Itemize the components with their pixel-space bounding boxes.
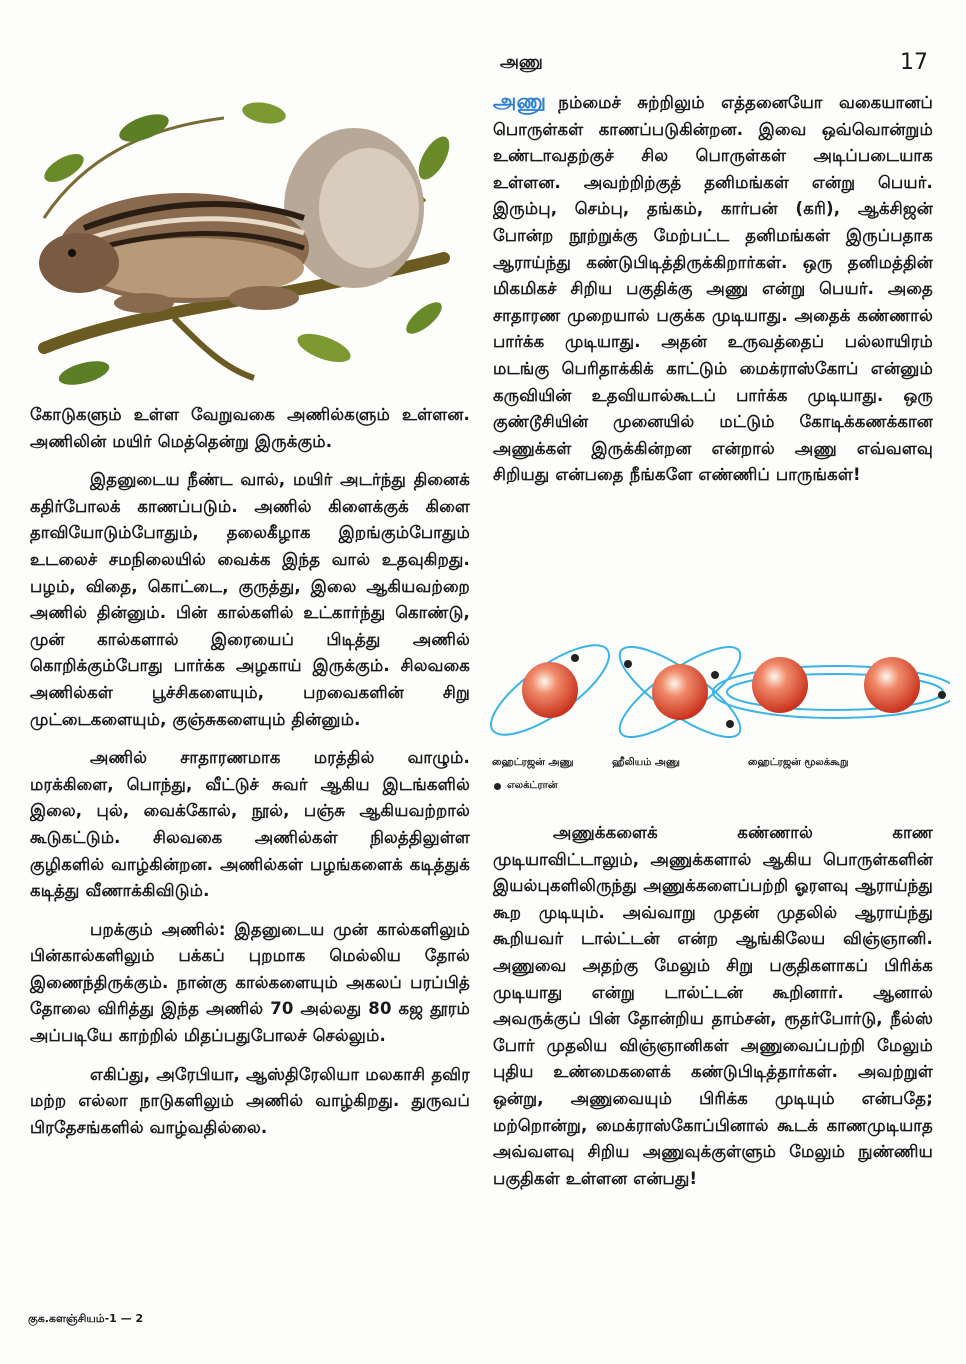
squirrel-paragraph: பறக்கும் அணில்: இதனுடைய முன் கால்களிலும் பின்கால்களிலும் பக்கப் புறமாக மெல்லிய தோல் இணைந்திருக்கும். நான்கு கால்களையும் அகலப் பரப்பித் தோலை விரித்து இந்த அணில் 70 அல்லது 80 கஜ தூரம் அப்படியே காற்றில் மிதப்பதுபோலச் செல்லும். [30,919,470,1046]
atom-caption-hydrogen: ஹைட்ரஜன் அணு [492,757,574,768]
squirrel-illustration [24,88,464,388]
page-number: 17 [900,50,928,75]
helium-atom-model [608,640,751,750]
squirrel-paragraph: இதனுடைய நீண்ட வால், மயிர் அடர்ந்து தினைக் கதிர்போலக் காணப்படும். அணில் கிளைக்குக் கிளை தாவியோடும்போதும், தலைகீழாக இறங்கும்போதும் உடலைச் சமநிலையில் வைக்க இந்த வால் உதவுகிறது. பழம், விதை, கொட்டை, குருத்து, இலை ஆகியவற்றை அணில் தின்னும். பின் கால்களில் உட்கார்ந்து கொண்டு, முன் கால்களால் இரையைப் பிடித்து அணில் கொறிக்கும்போது பார்க்க அழகாய் இருக்கும். சிலவகை அணில்கள் பூச்சிகளையும், பறவைகளின் சிறு முட்டைகளையும், குஞ்சுகளையும் தின்னும். [30,470,470,729]
footer-signature: குக.களஞ்சியம்-1 — 2 [28,1312,144,1325]
atom-article-continued [493,820,933,1204]
atom-models-figure [480,640,950,750]
atom-caption-hydrogen-molecule: ஹைட்ரஜன் மூலக்கூறு [748,757,849,768]
atom-article-intro [493,88,933,501]
atom-paragraph: அணுக்களைக் கண்ணால் காண முடியாவிட்டாலும், அணுக்களால் ஆகிய பொருள்களின் இயல்புகளிலிருந்து அணுக்களைப்பற்றி ஓரளவு ஆராய்ந்து கூற முடியும். அவ்வாறு முதன் முதலில் ஆராய்ந்து கூறியவர் டால்ட்டன் என்ற ஆங்கிலேய விஞ்ஞானி. அணுவை அதற்கு மேலும் சிறு பகுதிகளாகப் பிரிக்க முடியாது என்று டால்ட்டன் கூறினார். ஆனால் அவருக்குப் பின் தோன்றிய தாம்சன், ரூதர்போர்டு, நீல்ஸ் போர் முதலிய விஞ்ஞானிகள் அணுவைப்பற்றி மேலும் புதிய உண்மைகளைக் கண்டுபிடித்தார்கள். அவற்றுள் ஒன்று, அணுவையும் பிரிக்க முடியும் என்பதே; மற்றொன்று, மைக்ராஸ்கோப்பினால் கூடக் காணமுடியாத அவ்வளவு சிறிய அணுவுக்குள்ளும் மேலும் நுண்ணிய பகுதிகள் உள்ளன என்பது! [493,823,933,1188]
squirrel-article [30,402,470,1153]
atom-intro-paragraph [493,88,933,489]
running-header-word: அணு [500,52,543,72]
squirrel-paragraph: எகிப்து, அரேபியா, ஆஸ்திரேலியா மலகாசி தவிர மற்ற எல்லா நாடுகளிலும் அணில் வாழ்கிறது. துருவப் பிரதேசங்களில் வாழ்வதில்லை. [30,1064,470,1137]
electron-legend-label: எலக்ட்ரான் [507,780,558,791]
hydrogen-molecule-model [711,657,950,718]
electron-legend [494,780,558,792]
atom-caption-helium: ஹீலியம் அணு [612,757,680,768]
atom-headword: அணு [493,89,547,113]
squirrel-paragraph: அணில் சாதாரணமாக மரத்தில் வாழும். மரக்கிளை, பொந்து, வீட்டுச் சுவர் ஆகிய இடங்களில் இலை, புல், வைக்கோல், நூல், பஞ்சு ஆகியவற்றால் கூடுகட்டும். சிலவகை அணில்கள் நிலத்திலுள்ள குழிகளில் வாழ்கின்றன. அணில்கள் பழங்களைக் கடித்துக் கடித்து வீணாக்கிவிடும். [30,748,470,901]
electron-dot-icon [494,783,501,790]
squirrel-paragraph: கோடுகளும் உள்ள வேறுவகை அணில்களும் உள்ளன. அணிலின் மயிர் மெத்தென்று இருக்கும். [30,405,470,451]
atom-intro-text: நம்மைச் சுற்றிலும் எத்தனையோ வகையானப் பொருள்கள் காணப்படுகின்றன. இவை ஒவ்வொன்றும் உண்டாவதற்குச் சில பொருள்கள் அடிப்படையாக உள்ளன. அவற்றிற்குத் தனிமங்கள் என்று பெயர். இரும்பு, செம்பு, தங்கம், கார்பன் (கரி), ஆக்சிஜன் போன்ற நூற்றுக்கு மேற்பட்ட தனிமங்கள் இருப்பதாக ஆராய்ந்து கண்டுபிடித்திருக்கிறார்கள். ஒரு தனிமத்தின் மிகமிகச் சிறிய பகுதிக்கு அணு என்று பெயர். அதை சாதாரண முறையால் பகுக்க முடியாது. அதைக் கண்ணால் பார்க்க முடியாது. அதன் உருவத்தைப் பல்லாயிரம் மடங்கு பெரிதாக்கிக் காட்டும் மைக்ராஸ்கோப் என்னும் கருவியின் உதவியால்கூடப் பார்க்க முடியாது. ஒரு குண்டூசியின் முனையில் மட்டும் கோடிக்கணக்கான அணுக்கள் இருக்கின்றன என்றால் அணு எவ்வளவு சிறியது என்பதை நீங்களே எண்ணிப் பாருங்கள்! [493,93,933,485]
hydrogen-atom-model [480,640,621,750]
